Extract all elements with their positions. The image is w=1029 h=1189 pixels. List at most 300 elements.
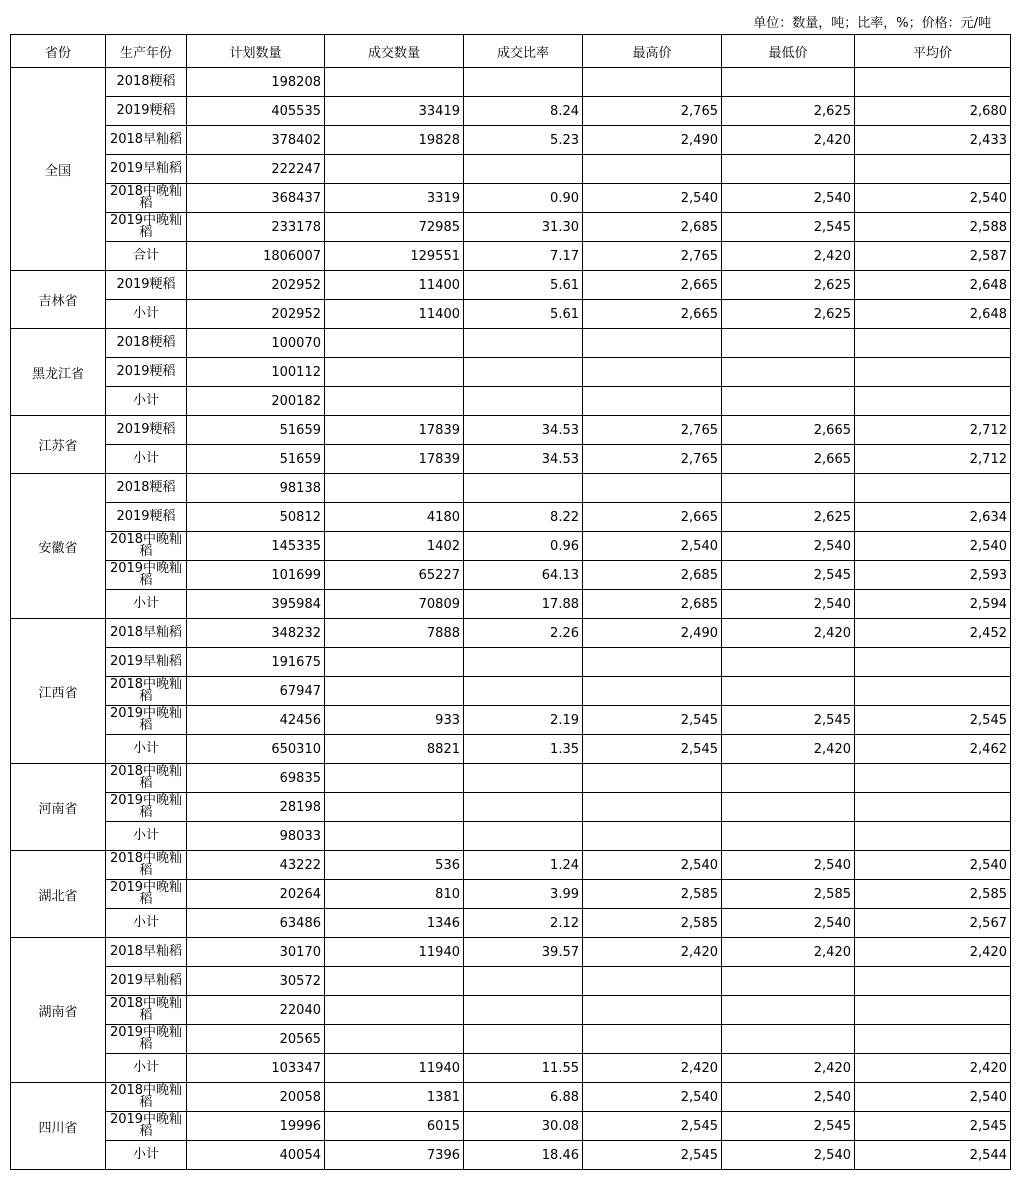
table-row <box>11 97 1011 126</box>
planned-qty-cell: 103347 <box>187 1054 325 1083</box>
traded-qty-cell <box>325 677 464 706</box>
max-price-cell: 2,545 <box>583 706 722 735</box>
province-cell: 江苏省 <box>11 416 106 474</box>
avg-price-cell <box>855 764 1011 793</box>
table-row <box>11 445 1011 474</box>
year-cell: 2019中晚籼稻 <box>106 1025 187 1054</box>
year-cell: 2019中晚籼稻 <box>106 880 187 909</box>
min-price-cell: 2,585 <box>722 880 855 909</box>
min-price-cell: 2,665 <box>722 445 855 474</box>
year-cell: 小计 <box>106 822 187 851</box>
year-cell: 2019粳稻 <box>106 416 187 445</box>
year-cell: 小计 <box>106 1141 187 1170</box>
min-price-cell <box>722 329 855 358</box>
year-cell: 2018中晚籼稻 <box>106 677 187 706</box>
table-row <box>11 619 1011 648</box>
traded-qty-cell: 810 <box>325 880 464 909</box>
year-cell: 2019中晚籼稻 <box>106 706 187 735</box>
header-planned-qty: 计划数量 <box>187 35 325 68</box>
planned-qty-cell: 145335 <box>187 532 325 561</box>
avg-price-cell: 2,420 <box>855 1054 1011 1083</box>
table-row <box>11 387 1011 416</box>
planned-qty-cell: 198208 <box>187 68 325 97</box>
table-row <box>11 909 1011 938</box>
max-price-cell: 2,685 <box>583 213 722 242</box>
min-price-cell: 2,420 <box>722 619 855 648</box>
min-price-cell: 2,625 <box>722 300 855 329</box>
header-min-price: 最低价 <box>722 35 855 68</box>
min-price-cell: 2,420 <box>722 1054 855 1083</box>
year-cell: 2018中晚籼稻 <box>106 184 187 213</box>
trade-ratio-cell <box>464 155 583 184</box>
traded-qty-cell: 1381 <box>325 1083 464 1112</box>
traded-qty-cell: 19828 <box>325 126 464 155</box>
min-price-cell <box>722 793 855 822</box>
traded-qty-cell <box>325 793 464 822</box>
province-cell: 湖北省 <box>11 851 106 938</box>
max-price-cell <box>583 677 722 706</box>
table-row <box>11 68 1011 97</box>
trade-ratio-cell <box>464 793 583 822</box>
traded-qty-cell: 65227 <box>325 561 464 590</box>
table-row <box>11 242 1011 271</box>
traded-qty-cell <box>325 764 464 793</box>
min-price-cell: 2,420 <box>722 938 855 967</box>
min-price-cell: 2,540 <box>722 1083 855 1112</box>
table-row <box>11 822 1011 851</box>
header-traded-qty: 成交数量 <box>325 35 464 68</box>
max-price-cell <box>583 764 722 793</box>
min-price-cell: 2,545 <box>722 706 855 735</box>
min-price-cell <box>722 677 855 706</box>
planned-qty-cell: 30170 <box>187 938 325 967</box>
traded-qty-cell <box>325 358 464 387</box>
max-price-cell: 2,665 <box>583 271 722 300</box>
planned-qty-cell: 22040 <box>187 996 325 1025</box>
max-price-cell: 2,765 <box>583 242 722 271</box>
trade-ratio-cell: 2.12 <box>464 909 583 938</box>
traded-qty-cell: 129551 <box>325 242 464 271</box>
year-cell: 2019粳稻 <box>106 271 187 300</box>
year-cell: 小计 <box>106 387 187 416</box>
trade-ratio-cell <box>464 996 583 1025</box>
table-row <box>11 590 1011 619</box>
trade-ratio-cell <box>464 329 583 358</box>
max-price-cell <box>583 1025 722 1054</box>
unit-note: 单位：数量，吨；比率，%；价格：元/吨 <box>753 16 991 31</box>
traded-qty-cell <box>325 387 464 416</box>
min-price-cell <box>722 996 855 1025</box>
trade-ratio-cell: 34.53 <box>464 445 583 474</box>
avg-price-cell: 2,540 <box>855 1083 1011 1112</box>
planned-qty-cell: 395984 <box>187 590 325 619</box>
max-price-cell: 2,545 <box>583 1141 722 1170</box>
max-price-cell: 2,765 <box>583 416 722 445</box>
avg-price-cell: 2,712 <box>855 416 1011 445</box>
avg-price-cell: 2,545 <box>855 706 1011 735</box>
avg-price-cell: 2,462 <box>855 735 1011 764</box>
avg-price-cell <box>855 358 1011 387</box>
planned-qty-cell: 405535 <box>187 97 325 126</box>
max-price-cell <box>583 387 722 416</box>
avg-price-cell <box>855 387 1011 416</box>
max-price-cell: 2,765 <box>583 445 722 474</box>
avg-price-cell: 2,648 <box>855 271 1011 300</box>
year-cell: 小计 <box>106 735 187 764</box>
trade-ratio-cell: 39.57 <box>464 938 583 967</box>
year-cell: 2018粳稻 <box>106 329 187 358</box>
year-cell: 2018中晚籼稻 <box>106 532 187 561</box>
max-price-cell <box>583 68 722 97</box>
min-price-cell: 2,540 <box>722 590 855 619</box>
year-cell: 2018中晚籼稻 <box>106 996 187 1025</box>
year-cell: 2019早籼稻 <box>106 648 187 677</box>
header-trade-ratio: 成交比率 <box>464 35 583 68</box>
max-price-cell: 2,540 <box>583 184 722 213</box>
max-price-cell: 2,545 <box>583 1112 722 1141</box>
planned-qty-cell: 20264 <box>187 880 325 909</box>
trade-ratio-cell: 34.53 <box>464 416 583 445</box>
planned-qty-cell: 101699 <box>187 561 325 590</box>
trade-ratio-cell <box>464 474 583 503</box>
table-body <box>11 68 1011 1170</box>
min-price-cell: 2,665 <box>722 416 855 445</box>
planned-qty-cell: 20565 <box>187 1025 325 1054</box>
year-cell: 2019中晚籼稻 <box>106 1112 187 1141</box>
traded-qty-cell <box>325 68 464 97</box>
max-price-cell <box>583 155 722 184</box>
trade-ratio-cell: 6.88 <box>464 1083 583 1112</box>
planned-qty-cell: 51659 <box>187 416 325 445</box>
planned-qty-cell: 28198 <box>187 793 325 822</box>
planned-qty-cell: 69835 <box>187 764 325 793</box>
avg-price-cell: 2,593 <box>855 561 1011 590</box>
trade-ratio-cell: 0.96 <box>464 532 583 561</box>
traded-qty-cell <box>325 996 464 1025</box>
avg-price-cell: 2,567 <box>855 909 1011 938</box>
trade-ratio-cell: 3.99 <box>464 880 583 909</box>
trade-ratio-cell: 8.22 <box>464 503 583 532</box>
traded-qty-cell <box>325 155 464 184</box>
table-row <box>11 880 1011 909</box>
table-row <box>11 764 1011 793</box>
traded-qty-cell: 3319 <box>325 184 464 213</box>
min-price-cell: 2,540 <box>722 1141 855 1170</box>
planned-qty-cell: 20058 <box>187 1083 325 1112</box>
table-row <box>11 1083 1011 1112</box>
avg-price-cell: 2,648 <box>855 300 1011 329</box>
traded-qty-cell: 6015 <box>325 1112 464 1141</box>
avg-price-cell <box>855 155 1011 184</box>
trade-ratio-cell: 64.13 <box>464 561 583 590</box>
traded-qty-cell: 33419 <box>325 97 464 126</box>
traded-qty-cell: 8821 <box>325 735 464 764</box>
min-price-cell: 2,420 <box>722 126 855 155</box>
planned-qty-cell: 40054 <box>187 1141 325 1170</box>
table-row <box>11 1025 1011 1054</box>
table-row <box>11 329 1011 358</box>
planned-qty-cell: 191675 <box>187 648 325 677</box>
traded-qty-cell: 536 <box>325 851 464 880</box>
planned-qty-cell: 348232 <box>187 619 325 648</box>
province-cell: 四川省 <box>11 1083 106 1170</box>
planned-qty-cell: 202952 <box>187 271 325 300</box>
year-cell: 2019粳稻 <box>106 97 187 126</box>
trade-ratio-cell: 1.35 <box>464 735 583 764</box>
min-price-cell: 2,540 <box>722 532 855 561</box>
province-cell: 安徽省 <box>11 474 106 619</box>
planned-qty-cell: 42456 <box>187 706 325 735</box>
avg-price-cell <box>855 967 1011 996</box>
year-cell: 小计 <box>106 1054 187 1083</box>
header-year: 生产年份 <box>106 35 187 68</box>
min-price-cell: 2,420 <box>722 735 855 764</box>
table-row <box>11 793 1011 822</box>
traded-qty-cell: 11940 <box>325 1054 464 1083</box>
avg-price-cell: 2,588 <box>855 213 1011 242</box>
max-price-cell <box>583 648 722 677</box>
province-cell: 全国 <box>11 68 106 271</box>
trade-ratio-cell: 18.46 <box>464 1141 583 1170</box>
year-cell: 2019早籼稻 <box>106 967 187 996</box>
avg-price-cell: 2,433 <box>855 126 1011 155</box>
trade-ratio-cell: 2.19 <box>464 706 583 735</box>
avg-price-cell: 2,540 <box>855 184 1011 213</box>
trade-ratio-cell: 5.61 <box>464 300 583 329</box>
table-row <box>11 271 1011 300</box>
max-price-cell <box>583 474 722 503</box>
min-price-cell <box>722 822 855 851</box>
avg-price-cell <box>855 648 1011 677</box>
max-price-cell: 2,545 <box>583 735 722 764</box>
table-row <box>11 474 1011 503</box>
avg-price-cell <box>855 474 1011 503</box>
avg-price-cell: 2,540 <box>855 532 1011 561</box>
table-row <box>11 967 1011 996</box>
table-row <box>11 1141 1011 1170</box>
traded-qty-cell: 7888 <box>325 619 464 648</box>
planned-qty-cell: 63486 <box>187 909 325 938</box>
table-row <box>11 677 1011 706</box>
planned-qty-cell: 222247 <box>187 155 325 184</box>
traded-qty-cell: 4180 <box>325 503 464 532</box>
trade-ratio-cell: 0.90 <box>464 184 583 213</box>
min-price-cell <box>722 68 855 97</box>
traded-qty-cell <box>325 822 464 851</box>
table-row <box>11 300 1011 329</box>
max-price-cell <box>583 329 722 358</box>
avg-price-cell: 2,545 <box>855 1112 1011 1141</box>
table-row <box>11 532 1011 561</box>
header-max-price: 最高价 <box>583 35 722 68</box>
table-row <box>11 358 1011 387</box>
table-row <box>11 851 1011 880</box>
avg-price-cell: 2,712 <box>855 445 1011 474</box>
max-price-cell: 2,420 <box>583 938 722 967</box>
avg-price-cell: 2,587 <box>855 242 1011 271</box>
max-price-cell: 2,665 <box>583 300 722 329</box>
header-row <box>11 35 1011 68</box>
max-price-cell: 2,665 <box>583 503 722 532</box>
max-price-cell: 2,420 <box>583 1054 722 1083</box>
min-price-cell: 2,545 <box>722 1112 855 1141</box>
planned-qty-cell: 378402 <box>187 126 325 155</box>
min-price-cell <box>722 967 855 996</box>
planned-qty-cell: 650310 <box>187 735 325 764</box>
planned-qty-cell: 200182 <box>187 387 325 416</box>
trade-ratio-cell: 31.30 <box>464 213 583 242</box>
min-price-cell <box>722 474 855 503</box>
table-row <box>11 996 1011 1025</box>
planned-qty-cell: 100112 <box>187 358 325 387</box>
max-price-cell: 2,585 <box>583 880 722 909</box>
min-price-cell <box>722 155 855 184</box>
traded-qty-cell: 70809 <box>325 590 464 619</box>
year-cell: 2018早籼稻 <box>106 126 187 155</box>
table-row <box>11 213 1011 242</box>
year-cell: 2019中晚籼稻 <box>106 793 187 822</box>
year-cell: 2019粳稻 <box>106 503 187 532</box>
traded-qty-cell: 17839 <box>325 445 464 474</box>
table-row <box>11 416 1011 445</box>
province-cell: 江西省 <box>11 619 106 764</box>
table-row <box>11 735 1011 764</box>
avg-price-cell: 2,452 <box>855 619 1011 648</box>
max-price-cell: 2,490 <box>583 126 722 155</box>
year-cell: 小计 <box>106 590 187 619</box>
year-cell: 2019中晚籼稻 <box>106 561 187 590</box>
traded-qty-cell: 17839 <box>325 416 464 445</box>
min-price-cell <box>722 1025 855 1054</box>
traded-qty-cell: 7396 <box>325 1141 464 1170</box>
max-price-cell: 2,540 <box>583 532 722 561</box>
trade-ratio-cell: 11.55 <box>464 1054 583 1083</box>
traded-qty-cell <box>325 1025 464 1054</box>
max-price-cell: 2,540 <box>583 1083 722 1112</box>
year-cell: 2018中晚籼稻 <box>106 764 187 793</box>
table-row <box>11 561 1011 590</box>
avg-price-cell: 2,540 <box>855 851 1011 880</box>
traded-qty-cell: 72985 <box>325 213 464 242</box>
trade-ratio-cell: 8.24 <box>464 97 583 126</box>
province-cell: 黑龙江省 <box>11 329 106 416</box>
year-cell: 小计 <box>106 445 187 474</box>
trade-ratio-cell <box>464 822 583 851</box>
min-price-cell: 2,545 <box>722 561 855 590</box>
max-price-cell: 2,685 <box>583 590 722 619</box>
year-cell: 2019早籼稻 <box>106 155 187 184</box>
avg-price-cell: 2,585 <box>855 880 1011 909</box>
min-price-cell: 2,545 <box>722 213 855 242</box>
min-price-cell: 2,420 <box>722 242 855 271</box>
traded-qty-cell: 1402 <box>325 532 464 561</box>
table-row <box>11 126 1011 155</box>
avg-price-cell <box>855 822 1011 851</box>
planned-qty-cell: 51659 <box>187 445 325 474</box>
province-cell: 湖南省 <box>11 938 106 1083</box>
avg-price-cell: 2,420 <box>855 938 1011 967</box>
year-cell: 小计 <box>106 909 187 938</box>
planned-qty-cell: 50812 <box>187 503 325 532</box>
min-price-cell: 2,540 <box>722 184 855 213</box>
max-price-cell <box>583 793 722 822</box>
avg-price-cell <box>855 329 1011 358</box>
year-cell: 小计 <box>106 300 187 329</box>
traded-qty-cell: 933 <box>325 706 464 735</box>
year-cell: 合计 <box>106 242 187 271</box>
avg-price-cell: 2,594 <box>855 590 1011 619</box>
avg-price-cell: 2,634 <box>855 503 1011 532</box>
trade-ratio-cell <box>464 1025 583 1054</box>
table-row <box>11 1112 1011 1141</box>
table-row <box>11 648 1011 677</box>
min-price-cell <box>722 358 855 387</box>
traded-qty-cell <box>325 329 464 358</box>
min-price-cell <box>722 648 855 677</box>
year-cell: 2018中晚籼稻 <box>106 851 187 880</box>
table-row <box>11 184 1011 213</box>
traded-qty-cell: 11940 <box>325 938 464 967</box>
trade-ratio-cell <box>464 648 583 677</box>
traded-qty-cell: 1346 <box>325 909 464 938</box>
planned-qty-cell: 1806007 <box>187 242 325 271</box>
planned-qty-cell: 98138 <box>187 474 325 503</box>
trade-ratio-cell: 2.26 <box>464 619 583 648</box>
table-row <box>11 1054 1011 1083</box>
min-price-cell: 2,540 <box>722 851 855 880</box>
traded-qty-cell: 11400 <box>325 271 464 300</box>
trade-ratio-cell: 30.08 <box>464 1112 583 1141</box>
planned-qty-cell: 67947 <box>187 677 325 706</box>
planned-qty-cell: 100070 <box>187 329 325 358</box>
trade-ratio-cell <box>464 68 583 97</box>
trade-ratio-cell: 5.23 <box>464 126 583 155</box>
trade-ratio-cell: 17.88 <box>464 590 583 619</box>
province-cell: 吉林省 <box>11 271 106 329</box>
year-cell: 2018早籼稻 <box>106 619 187 648</box>
avg-price-cell <box>855 677 1011 706</box>
trade-ratio-cell: 7.17 <box>464 242 583 271</box>
header-province: 省份 <box>11 35 106 68</box>
min-price-cell: 2,625 <box>722 271 855 300</box>
table-row <box>11 503 1011 532</box>
avg-price-cell <box>855 68 1011 97</box>
min-price-cell <box>722 764 855 793</box>
avg-price-cell: 2,544 <box>855 1141 1011 1170</box>
year-cell: 2018早籼稻 <box>106 938 187 967</box>
planned-qty-cell: 30572 <box>187 967 325 996</box>
planned-qty-cell: 233178 <box>187 213 325 242</box>
max-price-cell <box>583 967 722 996</box>
planned-qty-cell: 368437 <box>187 184 325 213</box>
max-price-cell <box>583 996 722 1025</box>
year-cell: 2018粳稻 <box>106 68 187 97</box>
planned-qty-cell: 98033 <box>187 822 325 851</box>
avg-price-cell: 2,680 <box>855 97 1011 126</box>
table-row <box>11 938 1011 967</box>
min-price-cell <box>722 387 855 416</box>
avg-price-cell <box>855 793 1011 822</box>
avg-price-cell <box>855 1025 1011 1054</box>
planned-qty-cell: 43222 <box>187 851 325 880</box>
trade-ratio-cell <box>464 764 583 793</box>
min-price-cell: 2,625 <box>722 503 855 532</box>
min-price-cell: 2,625 <box>722 97 855 126</box>
header-avg-price: 平均价 <box>855 35 1011 68</box>
trade-ratio-cell <box>464 387 583 416</box>
min-price-cell: 2,540 <box>722 909 855 938</box>
table-row <box>11 155 1011 184</box>
